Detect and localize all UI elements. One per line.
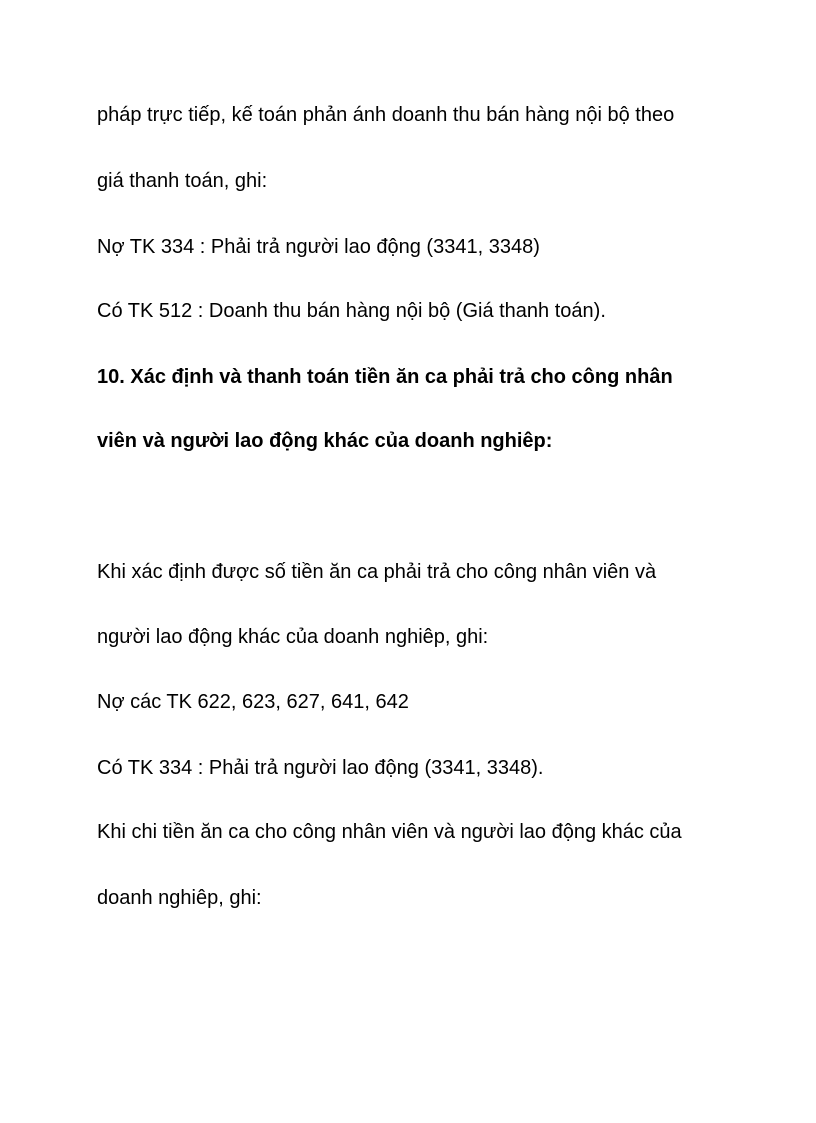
paragraph-line: Khi chi tiền ăn ca cho công nhân viên và người lao động khác của — [97, 821, 682, 843]
journal-entry-debit: Nợ các TK 622, 623, 627, 641, 642 — [97, 691, 409, 713]
paragraph-line: người lao động khác của doanh nghiêp, ghi: — [97, 626, 489, 648]
journal-entry-credit: Có TK 512 : Doanh thu bán hàng nội bộ (Giá thanh toán). — [97, 300, 606, 322]
paragraph-line: doanh nghiêp, ghi: — [97, 887, 262, 909]
journal-entry-debit: Nợ TK 334 : Phải trả người lao động (3341, 3348) — [97, 236, 540, 258]
paragraph-line: Khi xác định được số tiền ăn ca phải trả cho công nhân viên và — [97, 561, 657, 583]
section-heading: viên và người lao động khác của doanh nghiêp: — [97, 430, 553, 452]
paragraph-line: giá thanh toán, ghi: — [97, 170, 268, 192]
paragraph-line: pháp trực tiếp, kế toán phản ánh doanh thu bán hàng nội bộ theo — [97, 104, 675, 126]
journal-entry-credit: Có TK 334 : Phải trả người lao động (3341, 3348). — [97, 757, 544, 779]
section-heading: 10. Xác định và thanh toán tiền ăn ca phải trả cho công nhân — [97, 366, 673, 388]
